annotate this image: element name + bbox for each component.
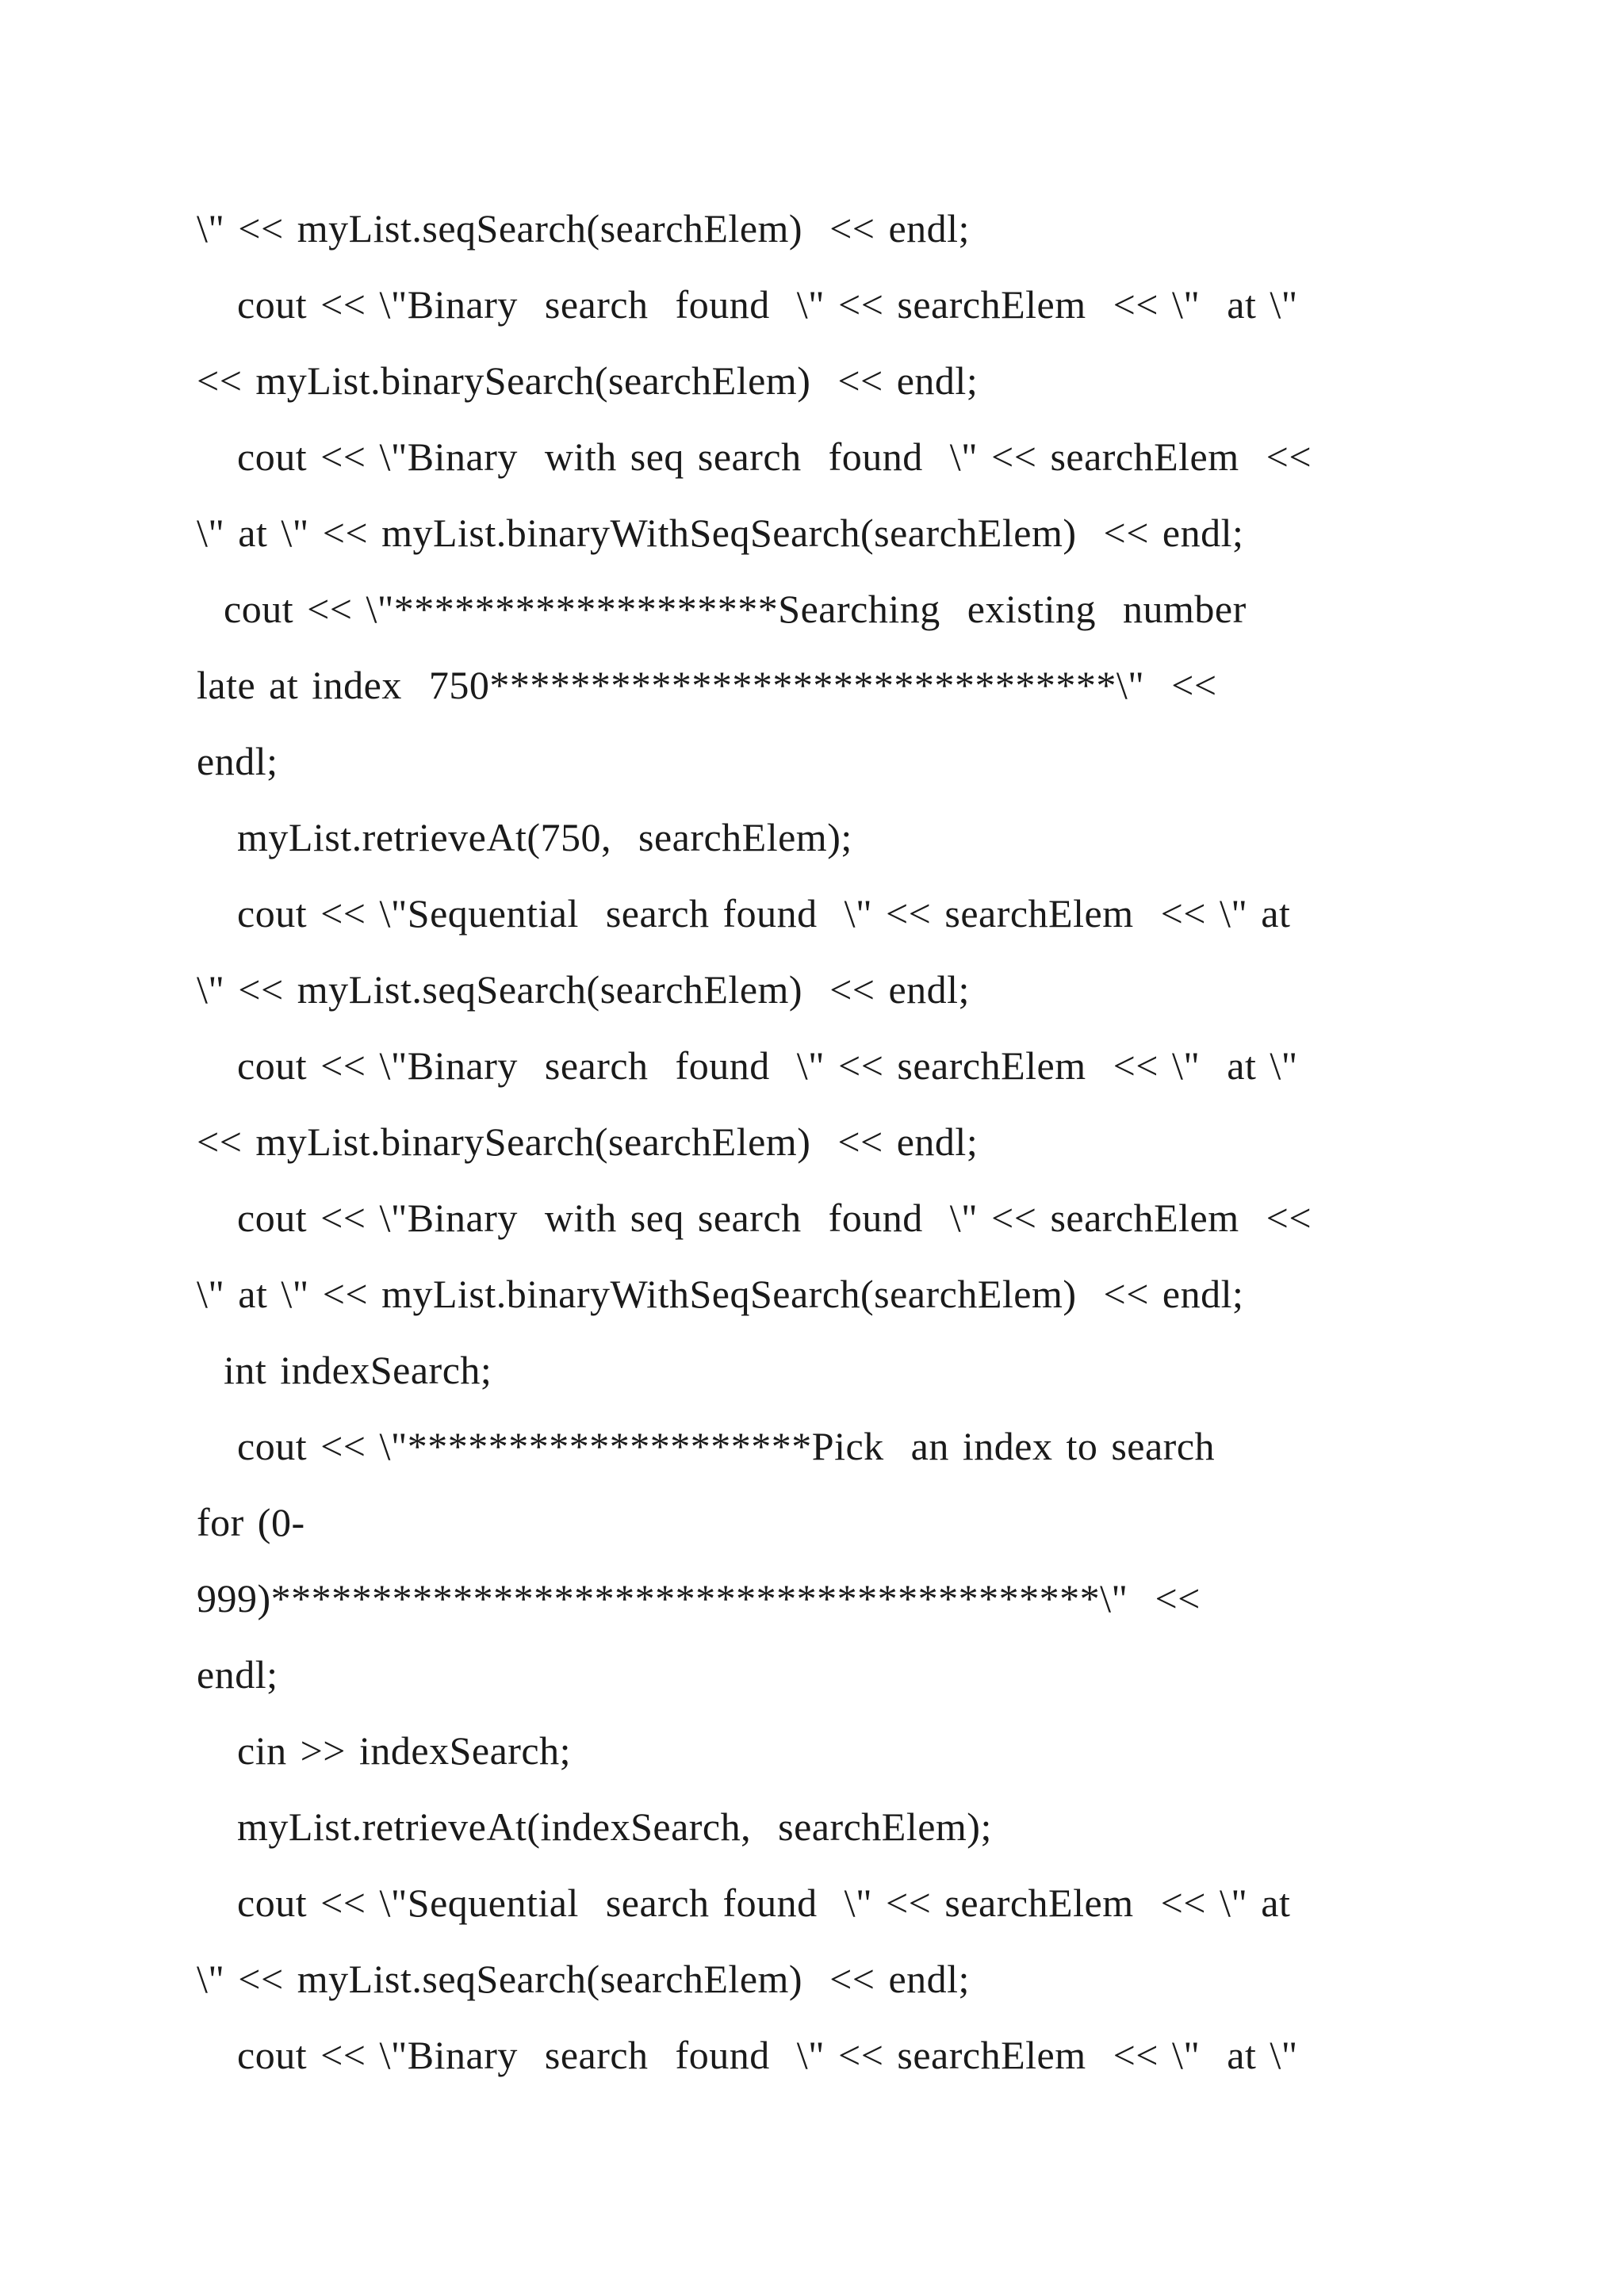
code-text-block xyxy=(197,190,1418,2093)
text-line: cout << \"Sequential search found \" << searchElem << \" at xyxy=(197,1881,1291,1925)
text-line: cout << \"********************Pick an index to search xyxy=(197,1424,1216,1468)
text-line: \" at \" << myList.binaryWithSeqSearch(searchElem) << endl; xyxy=(197,511,1244,555)
text-line: endl; xyxy=(197,1652,278,1697)
text-line: myList.retrieveAt(indexSearch, searchElem); xyxy=(197,1804,992,1849)
text-line: cout << \"Binary search found \" << searchElem << \" at \" xyxy=(197,2033,1298,2077)
text-line: \" at \" << myList.binaryWithSeqSearch(searchElem) << endl; xyxy=(197,1272,1244,1316)
text-line: myList.retrieveAt(750, searchElem); xyxy=(197,815,852,859)
text-line: \" << myList.seqSearch(searchElem) << endl; xyxy=(197,967,970,1012)
text-line: cout << \"Binary search found \" << searchElem << \" at \" xyxy=(197,282,1298,327)
text-line: 999)*****************************************\" << xyxy=(197,1576,1201,1621)
text-line: endl; xyxy=(197,739,278,783)
text-line: \" << myList.seqSearch(searchElem) << endl; xyxy=(197,206,970,251)
text-line: \" << myList.seqSearch(searchElem) << endl; xyxy=(197,1957,970,2001)
text-line: cout << \"Binary search found \" << searchElem << \" at \" xyxy=(197,1043,1298,1088)
text-line: cout << \"Binary with seq search found \" << searchElem << xyxy=(197,434,1312,479)
text-line: << myList.binarySearch(searchElem) << endl; xyxy=(197,358,979,403)
text-line: int indexSearch; xyxy=(197,1348,492,1392)
text-line: late at index 750*******************************\" << xyxy=(197,663,1217,707)
text-line: << myList.binarySearch(searchElem) << endl; xyxy=(197,1119,979,1164)
text-line: cout << \"Binary with seq search found \" << searchElem << xyxy=(197,1196,1312,1240)
text-line: cout << \"Sequential search found \" << searchElem << \" at xyxy=(197,891,1291,936)
text-line: for (0- xyxy=(197,1500,305,1544)
text-line: cin >> indexSearch; xyxy=(197,1728,571,1773)
text-line: cout << \"*******************Searching existing number xyxy=(197,587,1247,631)
